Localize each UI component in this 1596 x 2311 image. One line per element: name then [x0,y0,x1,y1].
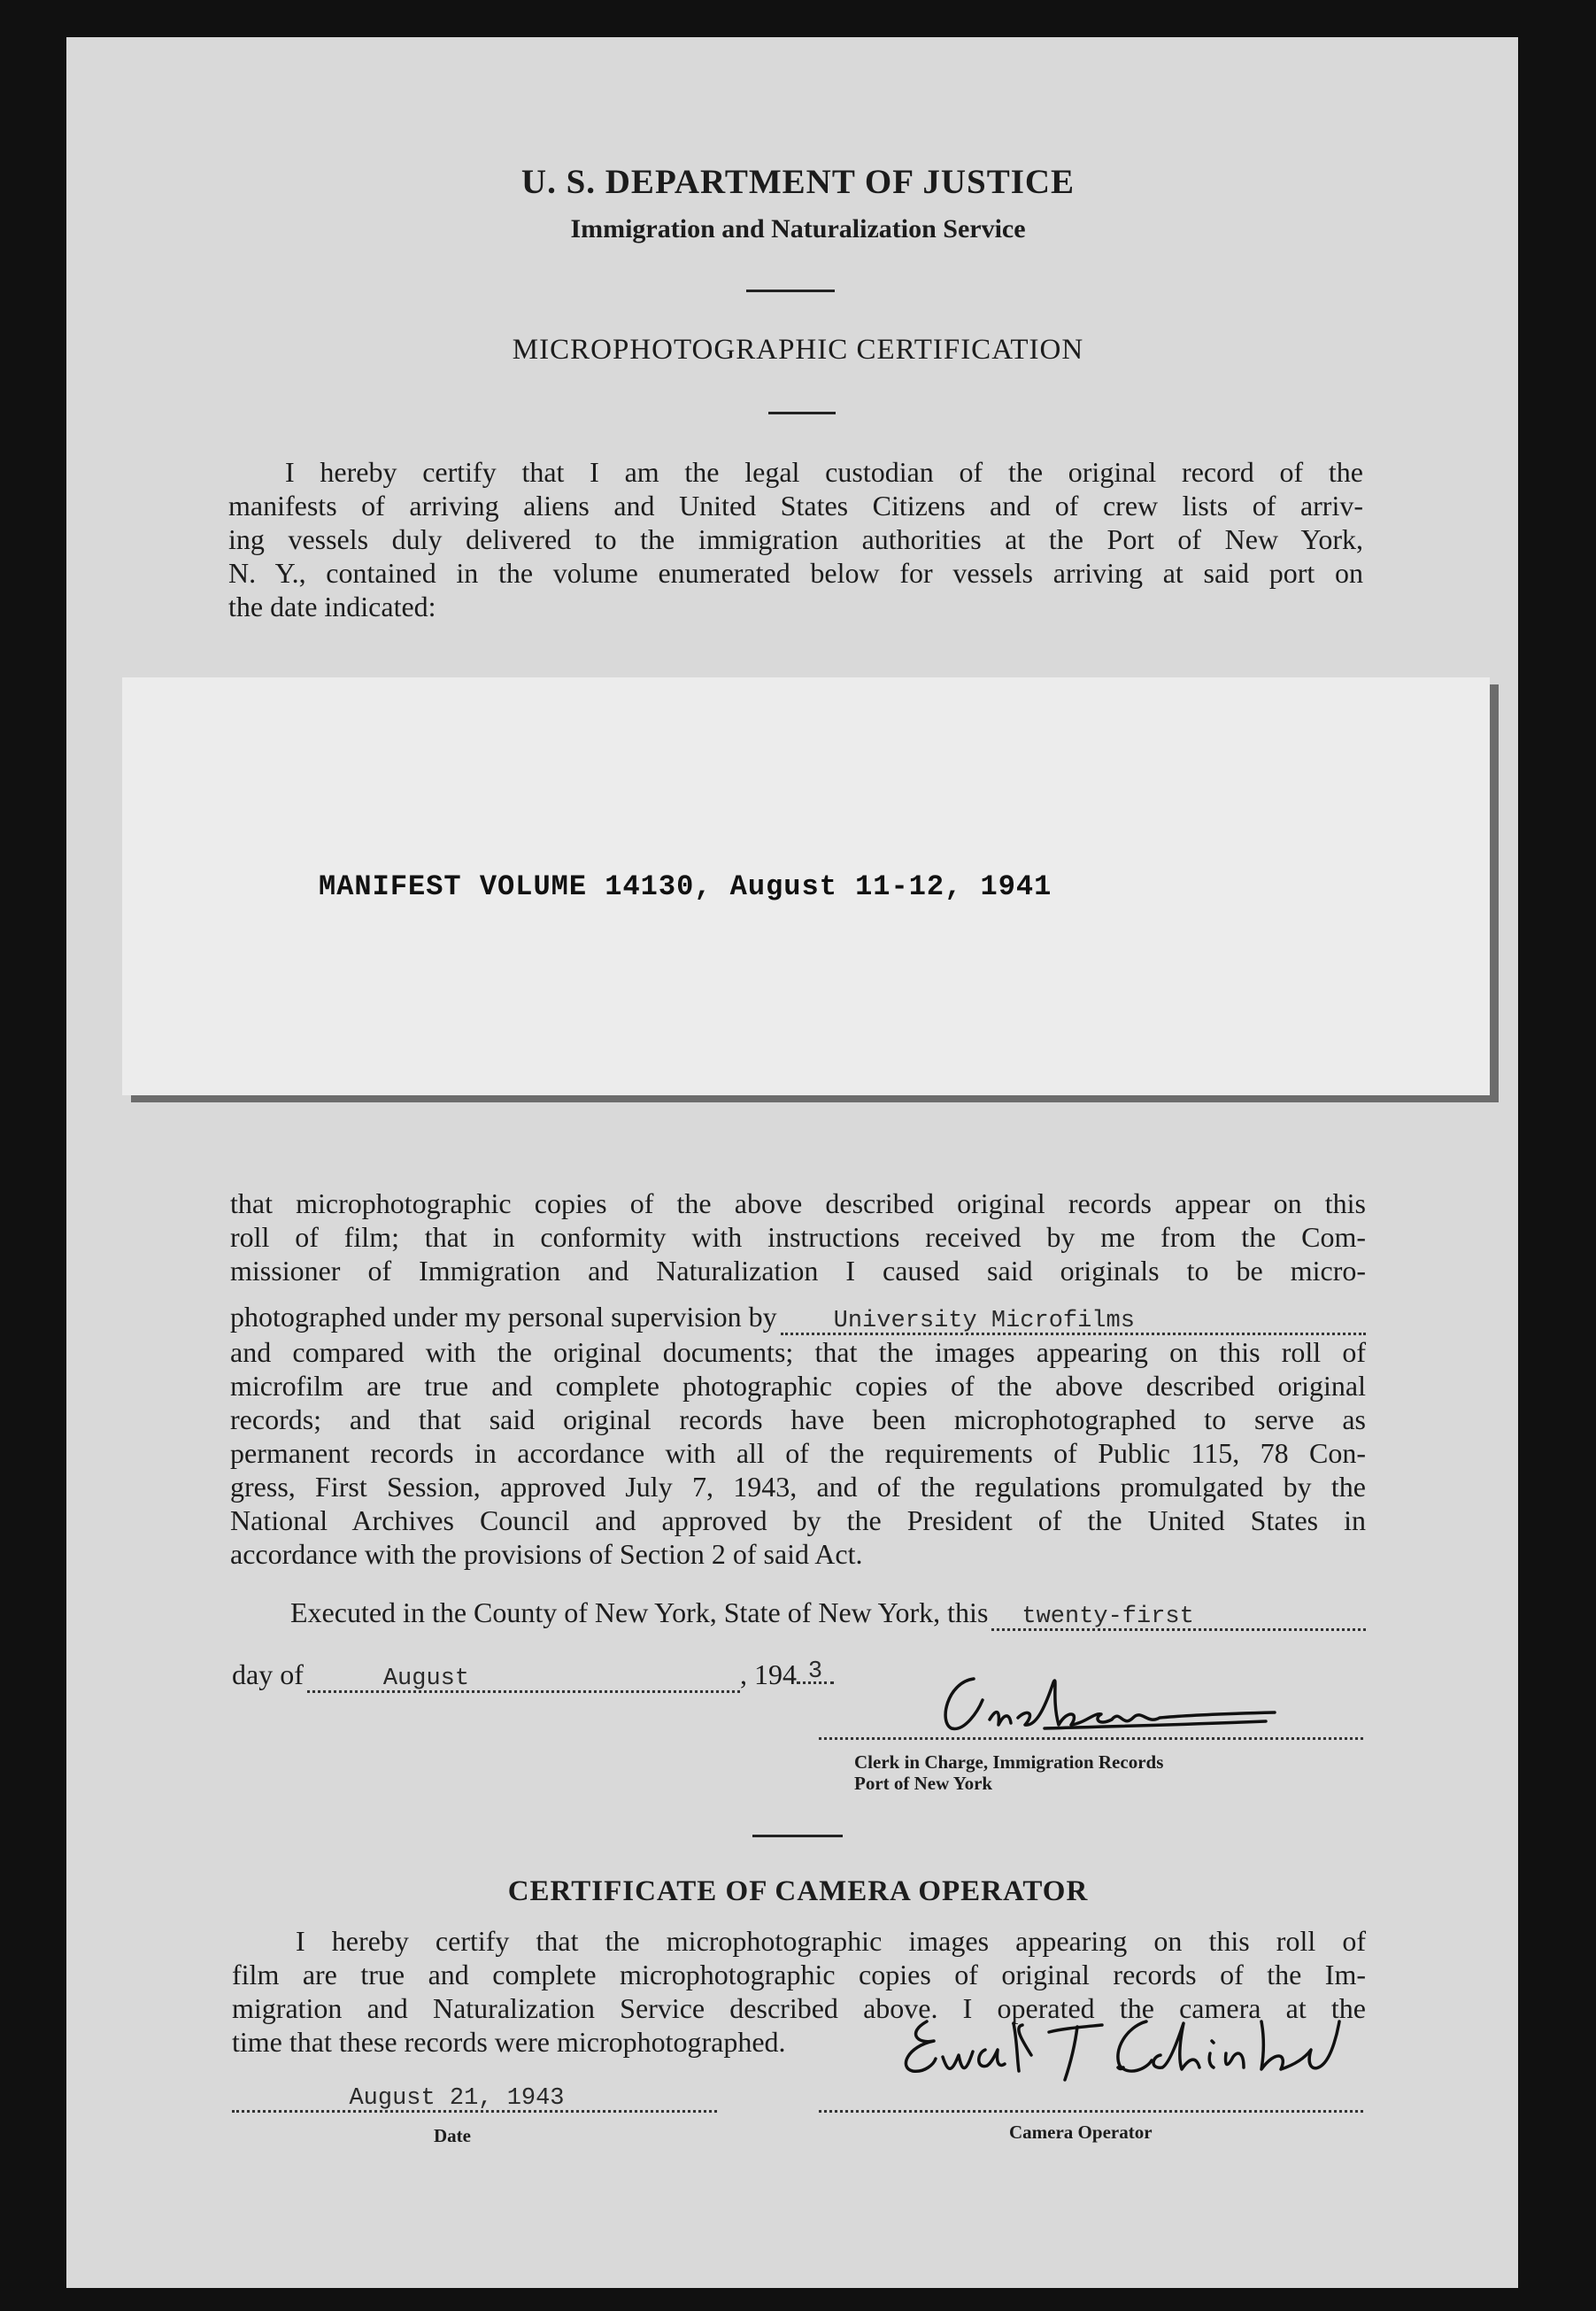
service-subtitle: Immigration and Naturalization Service [570,214,1026,243]
camera-line: time that these records were microphotographed. [232,2026,786,2058]
body-line: and compared with the original documents; that the images appearing on this roll of [230,1336,1366,1368]
supervision-prefix: photographed under my personal supervision by [230,1301,777,1333]
year-prefix: , 194 [740,1658,797,1690]
body-line: National Archives Council and approved by the President of the United States in [230,1504,1366,1536]
body-line: records; and that said original records have been microphotographed to serve as [230,1403,1366,1435]
camera-line: I hereby certify that the microphotographic images appearing on this roll of [296,1925,1366,1957]
clerk-title [854,1751,1163,1794]
heading-divider [768,412,836,414]
body-line: accordance with the provisions of Section 2 of said Act. [230,1538,863,1570]
body-line: microfilm are true and complete photographic copies of the above described original [230,1370,1366,1402]
intro-line: N. Y., contained in the volume enumerated below for vessels arriving at said port on [228,557,1363,589]
supervision-line [230,1300,1366,1335]
camera-certificate-heading: CERTIFICATE OF CAMERA OPERATOR [507,1875,1089,1907]
manifest-volume-text: MANIFEST VOLUME 14130, August 11-12, 1941 [319,870,1052,903]
body-line: roll of film; that in conformity with instructions received by me from the Com- [230,1221,1366,1253]
intro-line: the date indicated: [228,591,436,622]
intro-paragraph [228,455,1363,623]
body-line: that microphotographic copies of the above described original records appear on this [230,1187,1366,1219]
clerk-title-line: Port of New York [854,1773,993,1794]
body-line: gress, First Session, approved July 7, 1943, and of the regulations promulgated by the [230,1471,1366,1503]
clerk-signature-line [819,1737,1363,1740]
section-divider [752,1835,843,1837]
camera-operator-line [819,2110,1363,2113]
intro-line: ing vessels duly delivered to the immigration authorities at the Port of New York, [228,523,1363,555]
camera-operator-signature [881,2014,1403,2112]
certification-heading: MICROPHOTOGRAPHIC CERTIFICATION [512,334,1084,366]
camera-date-field: August 21, 1943 [232,2087,717,2113]
day-of-label: day of [232,1658,304,1690]
department-title: U. S. DEPARTMENT OF JUSTICE [520,163,1076,201]
day-of-line [232,1658,834,1693]
clerk-signature [912,1673,1292,1744]
header-divider [746,290,835,292]
camera-line: film are true and complete microphotographic copies of original records of the Im- [232,1959,1366,1990]
body-line: permanent records in accordance with all of the requirements of Public 115, 78 Con- [230,1437,1366,1469]
camera-line: migration and Naturalization Service described above. I operated the camera at the [232,1992,1366,2024]
certification-body [230,1186,1366,1571]
date-label: Date [434,2125,471,2146]
execution-day-field: twenty-first [991,1605,1366,1631]
execution-prefix: Executed in the County of New York, State of New York, this [290,1596,989,1628]
year-field: 3 [797,1662,834,1684]
supervision-value-field: University Microfilms [781,1310,1366,1335]
execution-line [290,1596,1366,1631]
month-field: August [307,1667,740,1693]
clerk-title-line: Clerk in Charge, Immigration Records [854,1751,1164,1773]
intro-line: manifests of arriving aliens and United States Citizens and of crew lists of arriv- [228,490,1363,522]
body-line: missioner of Immigration and Naturalization I caused said originals to be micro- [230,1255,1366,1287]
intro-line: I hereby certify that I am the legal custodian of the original record of the [285,456,1363,488]
camera-operator-label: Camera Operator [1009,2122,1153,2143]
